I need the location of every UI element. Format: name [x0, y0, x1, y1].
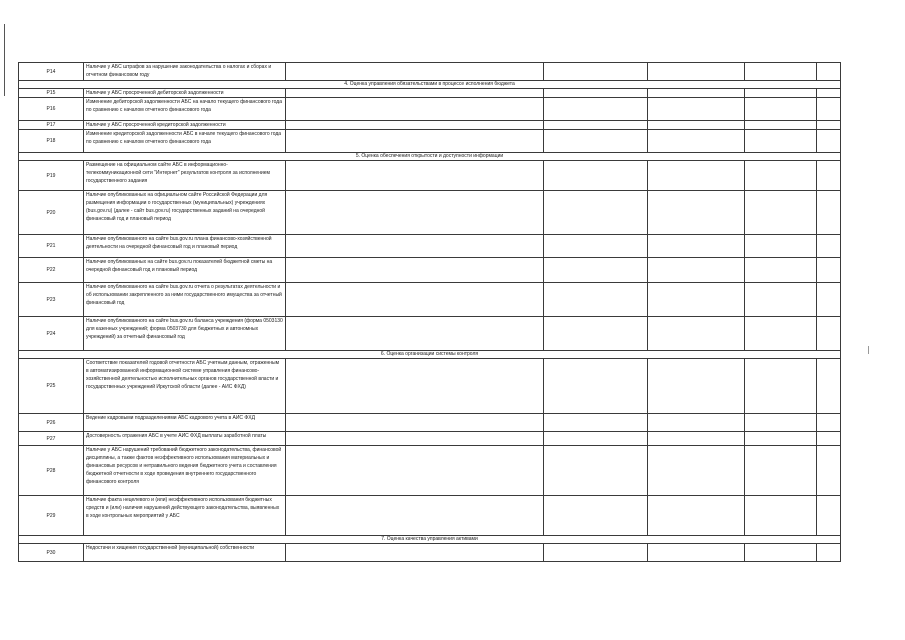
empty-cell [745, 235, 817, 258]
table-row [19, 317, 841, 351]
empty-cell [544, 121, 648, 130]
empty-cell [745, 121, 817, 130]
empty-cell [648, 496, 745, 536]
indicator-code: P20 [19, 191, 84, 235]
empty-cell [648, 98, 745, 121]
empty-cell [817, 496, 841, 536]
section-heading-row [19, 536, 841, 544]
empty-cell [544, 130, 648, 153]
indicator-description: Наличие у АБС нарушений требований бюджетного законодательства, финансовой дисциплины, а также фактов неэффективного использования материальных и финансовых ресурсов и нетравильного ведения бюджетного учета и составления бюджетной отчетности в ходе проведения внутреннего государственного финансового контроля [84, 446, 286, 496]
table-row [19, 191, 841, 235]
empty-cell [745, 283, 817, 317]
empty-cell [544, 317, 648, 351]
empty-cell [817, 544, 841, 562]
indicator-description: Достоверность отражения АБС в учете АИС ФХД выплаты заработной платы [84, 432, 286, 446]
empty-cell [745, 258, 817, 283]
evaluation-table-sheet [18, 62, 840, 580]
section-heading: 6. Оценка организации системы контроля [19, 351, 841, 359]
indicator-code: P18 [19, 130, 84, 153]
empty-cell [544, 63, 648, 81]
empty-cell [648, 317, 745, 351]
table-row [19, 258, 841, 283]
empty-cell [745, 161, 817, 191]
empty-cell [544, 235, 648, 258]
empty-cell [648, 191, 745, 235]
page-edge-mark [4, 24, 5, 96]
indicator-code: P23 [19, 283, 84, 317]
empty-cell [817, 191, 841, 235]
empty-cell [745, 544, 817, 562]
table-row [19, 98, 841, 121]
empty-cell [286, 235, 544, 258]
empty-cell [286, 317, 544, 351]
table-row [19, 130, 841, 153]
empty-cell [817, 98, 841, 121]
indicator-code: P15 [19, 89, 84, 98]
empty-cell [286, 544, 544, 562]
indicator-description: Соответствие показателей годовой отчетности АБС учетным данным, отраженным в автоматизированной информационной системе управления финансово-хозяйственной деятельностью исполнительных органов государственной власти и государственных учреждений Иркутской области (далее - АИС ФХД) [84, 359, 286, 414]
indicator-code: P16 [19, 98, 84, 121]
indicator-description: Наличие опубликованных на официальном сайте Российской Федерации для размещения информации о государственных (муниципальных) учреждениях (bus.gov.ru) (далее - сайт bus.gov.ru) государственных заданий на очередной финансовый год и плановый период [84, 191, 286, 235]
empty-cell [544, 258, 648, 283]
empty-cell [648, 544, 745, 562]
empty-cell [745, 89, 817, 98]
empty-cell [286, 130, 544, 153]
section-heading: 5. Оценка обеспечения открытости и доступности информации [19, 153, 841, 161]
indicator-code: P27 [19, 432, 84, 446]
empty-cell [544, 446, 648, 496]
empty-cell [286, 446, 544, 496]
empty-cell [648, 89, 745, 98]
empty-cell [648, 414, 745, 432]
table-row [19, 161, 841, 191]
empty-cell [648, 121, 745, 130]
empty-cell [817, 446, 841, 496]
indicator-description: Наличие опубликованного на сайте bus.gov.ru баланса учреждения (форма 0503130 для казенных учреждений; форма 0503730 для бюджетных и автономных учреждений) за отчетный финансовый год [84, 317, 286, 351]
empty-cell [817, 130, 841, 153]
empty-cell [648, 63, 745, 81]
empty-cell [648, 446, 745, 496]
indicator-description: Наличие у АБС просроченной дебиторской задолженности [84, 89, 286, 98]
indicator-description: Наличие опубликованного на сайте bus.gov.ru плана финансово-хозяйственной деятельности на очередной финансовый год и плановый период [84, 235, 286, 258]
empty-cell [544, 98, 648, 121]
indicator-code: P19 [19, 161, 84, 191]
empty-cell [286, 89, 544, 98]
empty-cell [745, 98, 817, 121]
indicator-code: P25 [19, 359, 84, 414]
indicator-description: Наличие у АБС штрафов за нарушение законодательства о налогах и сборах и отчетном финансовом году [84, 63, 286, 81]
indicator-description: Ведение кадровыми подразделениями АБС кадрового учета в АИС ФХД [84, 414, 286, 432]
empty-cell [648, 130, 745, 153]
section-heading-row [19, 81, 841, 89]
table-row [19, 414, 841, 432]
section-heading-row [19, 351, 841, 359]
table-row [19, 235, 841, 258]
empty-cell [286, 121, 544, 130]
empty-cell [648, 161, 745, 191]
empty-cell [817, 359, 841, 414]
empty-cell [286, 432, 544, 446]
empty-cell [745, 414, 817, 432]
empty-cell [745, 496, 817, 536]
empty-cell [817, 63, 841, 81]
indicator-code: P26 [19, 414, 84, 432]
empty-cell [286, 414, 544, 432]
table-row [19, 544, 841, 562]
indicator-description: Размещение на официальном сайте АБС в информационно-телекоммуникационной сети "Интернет" результатов контроля за исполнением государственного задания [84, 161, 286, 191]
empty-cell [544, 89, 648, 98]
table-row [19, 283, 841, 317]
empty-cell [648, 359, 745, 414]
empty-cell [286, 359, 544, 414]
empty-cell [745, 359, 817, 414]
indicator-description: Недостачи и хищения государственной (муниципальной) собственности [84, 544, 286, 562]
indicator-code: P30 [19, 544, 84, 562]
empty-cell [286, 496, 544, 536]
empty-cell [817, 121, 841, 130]
empty-cell [817, 414, 841, 432]
empty-cell [745, 446, 817, 496]
section-heading: 7. Оценка качества управления активами [19, 536, 841, 544]
indicator-code: P24 [19, 317, 84, 351]
table-body [19, 63, 841, 562]
indicator-description: Изменение дебиторской задолженности АБС на начало текущего финансового года по сравнению с началом отчетного финансового года [84, 98, 286, 121]
table-row [19, 432, 841, 446]
empty-cell [817, 317, 841, 351]
evaluation-table [18, 62, 841, 562]
empty-cell [286, 98, 544, 121]
empty-cell [817, 258, 841, 283]
section-heading: 4. Оценка управления обязательствами в процессе исполнения бюджета [19, 81, 841, 89]
section-heading-row [19, 153, 841, 161]
empty-cell [648, 258, 745, 283]
table-row [19, 359, 841, 414]
empty-cell [544, 283, 648, 317]
indicator-code: P28 [19, 446, 84, 496]
empty-cell [817, 89, 841, 98]
table-row [19, 496, 841, 536]
empty-cell [544, 414, 648, 432]
indicator-code: P17 [19, 121, 84, 130]
empty-cell [544, 432, 648, 446]
table-row [19, 121, 841, 130]
empty-cell [286, 191, 544, 235]
table-row [19, 446, 841, 496]
empty-cell [648, 235, 745, 258]
empty-cell [745, 191, 817, 235]
empty-cell [817, 235, 841, 258]
empty-cell [817, 283, 841, 317]
empty-cell [817, 161, 841, 191]
indicator-code: P14 [19, 63, 84, 81]
indicator-code: P21 [19, 235, 84, 258]
empty-cell [544, 544, 648, 562]
scan-artifact [868, 346, 869, 354]
empty-cell [286, 161, 544, 191]
empty-cell [745, 432, 817, 446]
indicator-description: Изменение кредиторской задолженности АБС в начале текущего финансового года по сравнению с началом отчетного финансового года [84, 130, 286, 153]
empty-cell [745, 63, 817, 81]
table-row [19, 63, 841, 81]
empty-cell [286, 63, 544, 81]
indicator-code: P29 [19, 496, 84, 536]
indicator-description: Наличие опубликованных на сайте bus.gov.ru показателей бюджетной сметы на очередной финансовый год и плановый период [84, 258, 286, 283]
empty-cell [544, 496, 648, 536]
empty-cell [648, 283, 745, 317]
empty-cell [286, 283, 544, 317]
empty-cell [745, 130, 817, 153]
empty-cell [745, 317, 817, 351]
indicator-description: Наличие факта нецелевого и (или) неэффективного использования бюджетных средств и (или) наличия нарушений действующего законодательства, выявленных в ходе контрольных мероприятий у АБС [84, 496, 286, 536]
empty-cell [544, 359, 648, 414]
indicator-description: Наличие у АБС просроченной кредиторской задолженности [84, 121, 286, 130]
empty-cell [648, 432, 745, 446]
indicator-description: Наличие опубликованного на сайте bus.gov.ru отчета о результатах деятельности и об использовании закрепленного за ними государственного имущества за отчетный финансовый год [84, 283, 286, 317]
empty-cell [544, 161, 648, 191]
indicator-code: P22 [19, 258, 84, 283]
empty-cell [544, 191, 648, 235]
empty-cell [817, 432, 841, 446]
table-row [19, 89, 841, 98]
empty-cell [286, 258, 544, 283]
